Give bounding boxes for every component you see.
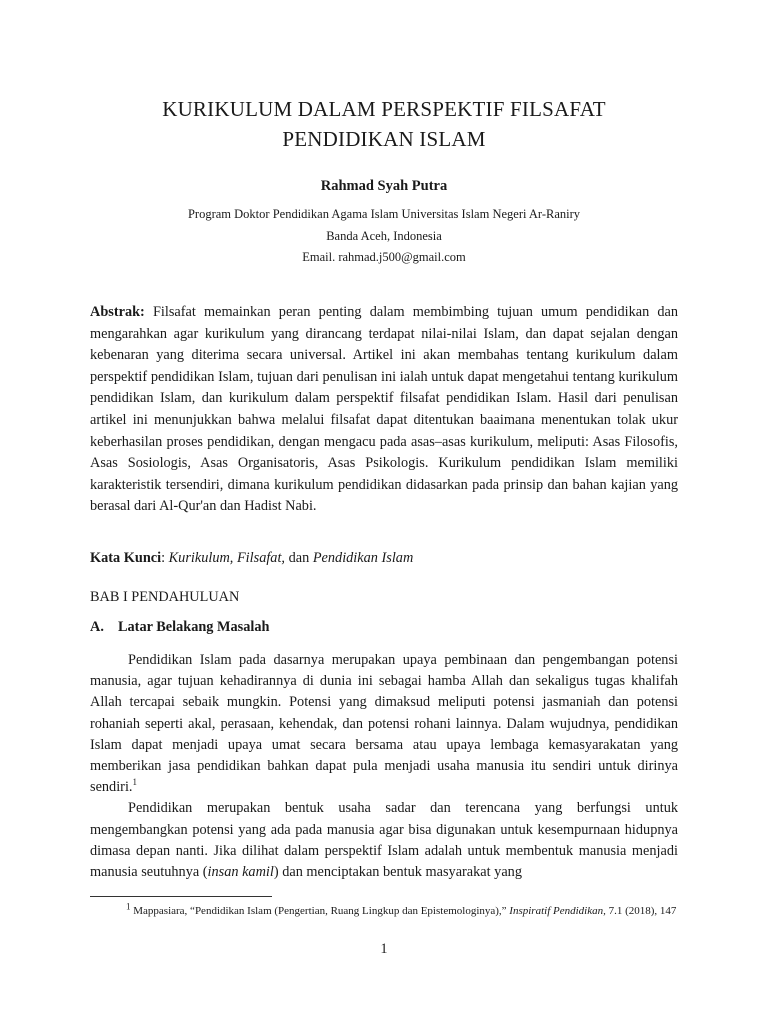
page-number: 1 xyxy=(380,941,388,957)
keywords-list: Kurikulum, Filsafat, xyxy=(168,550,286,566)
section-number: A. xyxy=(90,619,104,635)
footnote xyxy=(90,903,678,920)
title-line-2: PENDIDIKAN ISLAM xyxy=(282,127,486,151)
paragraph-2-term: insan kamil xyxy=(207,864,274,881)
paragraph-2 xyxy=(90,798,678,883)
section-heading xyxy=(90,619,269,636)
keywords-conjunction: dan xyxy=(285,550,313,566)
author-email: Email. rahmad.j500@gmail.com xyxy=(302,250,466,264)
author-affiliation-block xyxy=(90,204,678,269)
author-affiliation: Program Doktor Pendidikan Agama Islam Universitas Islam Negeri Ar-Raniry xyxy=(187,207,581,221)
abstract-label: Abstrak: xyxy=(90,304,145,320)
footnote-number: 1 xyxy=(126,901,131,912)
paragraph-2-text-b: ) dan menciptakan bentuk masyarakat yang xyxy=(273,864,522,881)
author-location: Banda Aceh, Indonesia xyxy=(326,228,442,243)
keywords-last: Pendidikan Islam xyxy=(312,550,414,566)
footnote-text-b: 7.1 (2018), 147 xyxy=(605,905,677,917)
footnote-divider xyxy=(90,896,272,897)
abstract-text: Filsafat memainkan peran penting dalam membimbing tujuan umum pendidikan dan mengarahkan agar kurikulum yang dirancang terdapat nilai-nilai Islam, dan dapat sejalan dengan kebenaran yang diterima secara universal. Artikel ini akan membahas tentang kurikulum dalam perspektif pendidikan Islam, tujuan dari penulisan ini ialah untuk dapat mengetahui tentang kurikulum pendidikan Islam, dan kurikulum dalam perspektif filsafat pendidikan Islam. Hasil dari penulisan artikel ini menunjukkan bahwa melalui filsafat dapat ditentukan baaimana menentukan tolak ukur keberhasilan proses pendidikan, dengan mengacu pada asas–asas kurikulum, meliputi: Asas Filosofis, Asas Sosiologis, Asas Organisatoris, Asas Psikologis. Kurikulum pendidikan Islam memiliki karakteristik tersendiri, dimana kurikulum pendidikan didasarkan pada prinsip dan bahan kajian yang berasal dari Al-Qur'an dan Hadist Nabi. xyxy=(90,304,679,515)
keywords-colon: : xyxy=(161,550,169,566)
chapter-heading: BAB I PENDAHULUAN xyxy=(90,589,240,605)
paper-title xyxy=(90,94,678,154)
paragraph-1 xyxy=(90,650,678,798)
keywords-label: Kata Kunci xyxy=(90,550,162,566)
author-name: Rahmad Syah Putra xyxy=(320,178,448,194)
title-line-1: KURIKULUM DALAM PERSPEKTIF FILSAFAT xyxy=(162,97,606,121)
footnote-text-a: Mappasiara, “Pendidikan Islam (Pengertian, Ruang Lingkup dan Epistemologinya),” xyxy=(130,905,507,917)
section-title: Latar Belakang Masalah xyxy=(118,619,270,635)
paragraph-1-text: Pendidikan Islam pada dasarnya merupakan upaya pembinaan dan pengembangan potensi manusia, agar tujuan kehadirannya di dunia ini sebagai hamba Allah dan sekaligus tugas khalifah Allah tercapai sebaik mungkin. Potensi yang dimaksud meliputi potensi jasmaniah dan potensi rohaniah seperti akal, perasaan, kehendak, dan potensi rohani lainnya. Dalam wujudnya, pendidikan Islam dapat menjadi upaya umat secara bersama atau upaya lembaga kemasyarakatan yang memberikan jasa pendidikan bahkan dapat pula menjadi usaha manusia itu sendiri untuk dirinya sendiri. xyxy=(90,652,678,796)
footnote-reference: 1 xyxy=(132,777,137,788)
body-text xyxy=(90,650,678,883)
abstract xyxy=(90,302,678,518)
footnote-journal: Inspiratif Pendidikan, xyxy=(509,905,606,917)
paragraph-2-text-a: Pendidikan merupakan bentuk usaha sadar dan terencana yang berfungsi untuk mengembangkan potensi yang ada pada manusia agar bisa digunakan untuk kesempurnaan hidupnya dimasa depan nanti. Jika dilihat dalam perspektif Islam adalah untuk membentuk manusia menjadi manusia seutuhnya ( xyxy=(90,800,678,881)
keywords xyxy=(90,550,678,567)
